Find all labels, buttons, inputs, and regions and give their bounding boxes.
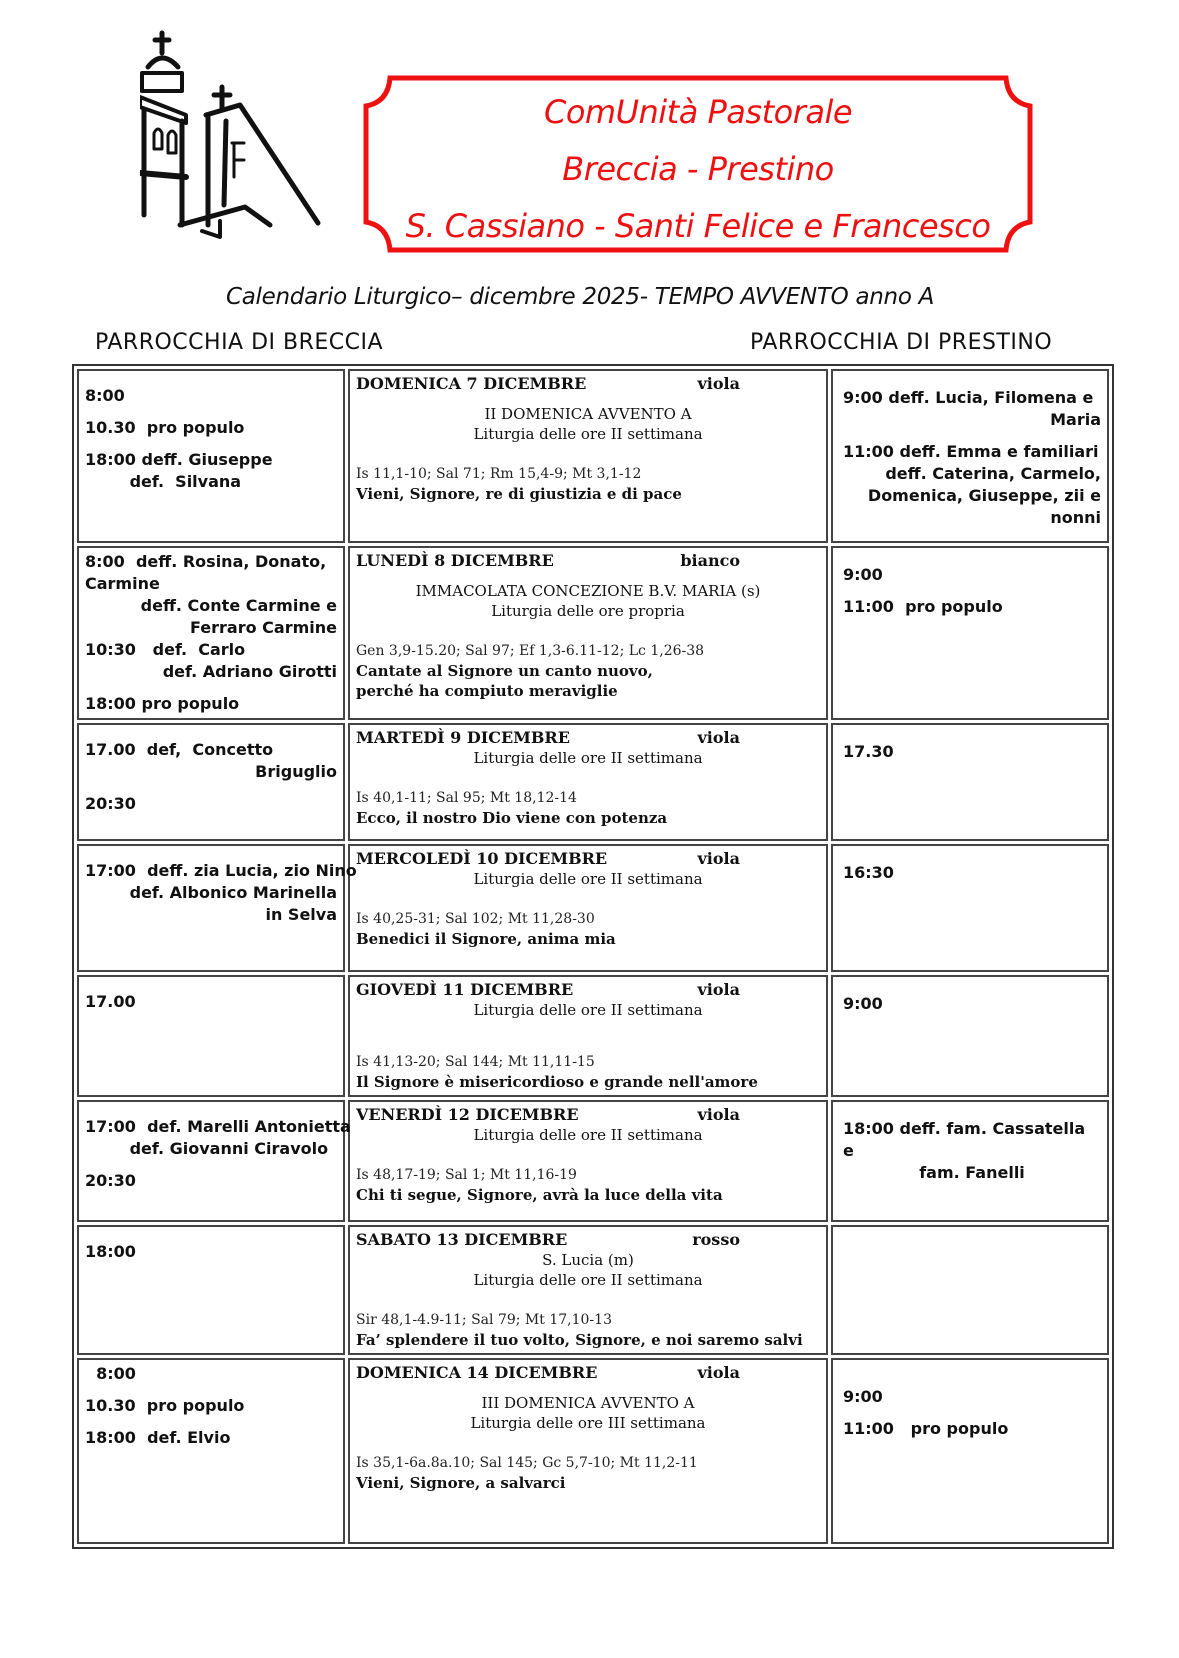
mass-line: def. Albonico Marinella [129,883,337,902]
banner-line-community: ComUnità Pastorale [543,93,853,132]
spacer [356,1383,820,1393]
mass-line: 18:00 deff. Giuseppe [85,450,273,469]
readings: Sir 48,1-4.9-11; Sal 79; Mt 17,10-13 [356,1312,612,1328]
mass-line: 11:00 pro populo [843,597,1003,616]
liturgy-cell [348,723,828,841]
day-row [77,1100,1109,1222]
readings: Is 41,13-20; Sal 144; Mt 11,11-15 [356,1054,595,1070]
spacer [85,783,337,793]
mass-line: 17:00 deff. zia Lucia, zio Nino [85,861,357,880]
mass-line: 9:00 [843,565,883,584]
day-header [356,980,820,1000]
liturgy-cell [348,975,828,1097]
mass-line: 10.30 pro populo [85,1396,245,1415]
mass-line: Maria [1050,410,1101,429]
day-header [356,849,820,869]
community-banner [362,74,1034,254]
prestino-masses-cell [831,975,1109,1097]
church-tower-icon [140,25,340,240]
spacer [85,1385,337,1395]
spacer [839,1408,1101,1418]
spacer [356,1145,820,1165]
liturgy-cell [348,546,828,720]
mass-line: 8:00 [85,386,125,405]
spacer [85,1160,337,1170]
day-row [77,1358,1109,1544]
spacer [85,407,337,417]
liturgical-color: viola [697,374,740,393]
spacer [356,571,820,581]
spacer [356,1290,820,1310]
day-name: MERCOLEDÌ 10 DICEMBRE [356,849,608,868]
mass-line: def. Giovanni Ciravolo [85,1139,329,1158]
breccia-masses-cell [77,369,345,543]
mass-line: 18:00 pro populo [85,694,240,713]
day-row [77,1225,1109,1355]
liturgy-cell [348,1225,828,1355]
liturgical-color: viola [697,1363,740,1382]
mass-line: in Selva [265,905,337,924]
prestino-masses-cell [831,1358,1109,1544]
day-row [77,975,1109,1097]
spacer [356,444,820,464]
spacer [839,1376,1101,1386]
mass-line: 20:30 [85,794,136,813]
liturgy-cell [348,1100,828,1222]
readings: Is 40,1-11; Sal 95; Mt 18,12-14 [356,790,577,806]
mass-line: 16:30 [843,863,894,882]
psalm-antiphon: Ecco, il nostro Dio viene con potenza [356,809,668,827]
mass-line: 18:00 deff. fam. Cassatella e [843,1119,1086,1160]
spacer [839,586,1101,596]
readings: Is 48,17-19; Sal 1; Mt 11,16-19 [356,1167,577,1183]
liturgical-color: viola [697,728,740,747]
mass-line: def. Silvana [85,472,242,491]
prestino-masses-cell [831,723,1109,841]
liturgy-of-hours: Liturgia delle ore II settimana [473,749,703,767]
psalm-antiphon: Fa’ splendere il tuo volto, Signore, e noi saremo salvi [356,1331,803,1349]
mass-line: 17:00 def. Marelli Antonietta [85,1117,351,1136]
feast-title: IMMACOLATA CONCEZIONE B.V. MARIA (s) [415,582,761,600]
feast-title: III DOMENICA AVVENTO A [481,1394,695,1412]
day-header [356,551,820,571]
psalm-antiphon: Il Signore è misericordioso e grande nell'amore [356,1073,758,1091]
mass-line: 17.00 def, Concetto [85,740,274,759]
mass-line: deff. Conte Carmine e [140,596,337,615]
mass-line: 10:30 def. Carlo [85,640,246,659]
spacer [839,431,1101,441]
mass-line: 8:00 [85,1364,136,1383]
breccia-masses-cell [77,1225,345,1355]
readings: Is 35,1-6a.8a.10; Sal 145; Gc 5,7-10; Mt 11,2-11 [356,1455,698,1471]
mass-line: 9:00 [843,994,883,1013]
spacer [356,1020,820,1052]
breccia-masses-cell [77,844,357,972]
mass-line: 11:00 deff. Emma e familiari [843,442,1099,461]
psalm-antiphon: Benedici il Signore, anima mia [356,930,616,948]
readings: Is 11,1-10; Sal 71; Rm 15,4-9; Mt 3,1-12 [356,466,642,482]
prestino-masses-cell [831,1225,1109,1355]
prestino-masses-cell [831,369,1109,543]
mass-line: nonni [1050,508,1101,527]
mass-line: 17.00 [85,992,136,1011]
breccia-masses-cell [77,1100,351,1222]
liturgy-of-hours: Liturgia delle ore propria [491,602,685,620]
liturgy-cell [348,1358,828,1544]
day-name: DOMENICA 14 DICEMBRE [356,1363,598,1382]
liturgical-color: viola [697,980,740,999]
day-name: LUNEDÌ 8 DICEMBRE [356,551,554,570]
liturgical-calendar-table [72,364,1114,1549]
liturgical-color: rosso [692,1230,740,1249]
liturgy-of-hours: Liturgia delle ore II settimana [473,1271,703,1289]
psalm-antiphon: perché ha compiuto meraviglie [356,682,618,700]
spacer [356,1433,820,1453]
banner-line-saints: S. Cassiano - Santi Felice e Francesco [405,206,991,245]
day-header [356,1105,820,1125]
breccia-masses-cell [77,975,345,1097]
spacer [356,394,820,404]
prestino-masses-cell [831,546,1109,720]
psalm-antiphon: Vieni, Signore, re di giustizia e di pace [356,485,682,503]
liturgy-of-hours: Liturgia delle ore II settimana [473,1001,703,1019]
day-name: VENERDÌ 12 DICEMBRE [356,1105,579,1124]
day-row [77,546,1109,720]
day-row [77,369,1109,543]
day-name: GIOVEDÌ 11 DICEMBRE [356,980,574,999]
mass-line: Carmine [85,574,160,593]
spacer [85,683,337,693]
day-row [77,723,1109,841]
mass-line: def. Adriano Girotti [162,662,337,681]
mass-line: 11:00 pro populo [843,1419,1009,1438]
mass-line: 17.30 [843,742,894,761]
church-logo [140,25,340,240]
liturgical-color: viola [697,1105,740,1124]
mass-line: Ferraro Carmine [190,618,337,637]
prestino-masses-cell [831,1100,1109,1222]
readings: Is 40,25-31; Sal 102; Mt 11,28-30 [356,911,595,927]
day-name: SABATO 13 DICEMBRE [356,1230,568,1249]
spacer [85,439,337,449]
spacer [356,768,820,788]
psalm-antiphon: Cantate al Signore un canto nuovo, [356,662,653,680]
spacer [356,621,820,641]
mass-line: 18:00 def. Elvio [85,1428,231,1447]
psalm-antiphon: Chi ti segue, Signore, avrà la luce della vita [356,1186,723,1204]
day-header [356,374,820,394]
mass-line: 8:00 deff. Rosina, Donato, [85,552,327,571]
day-row [77,844,1109,972]
day-header [356,1363,820,1383]
breccia-masses-cell [77,723,345,841]
liturgy-of-hours: Liturgia delle ore II settimana [473,425,703,443]
mass-line: 18:00 [85,1242,136,1261]
parish-breccia-label: PARROCCHIA DI BRECCIA [95,330,384,355]
feast-title: II DOMENICA AVVENTO A [484,405,692,423]
breccia-masses-cell [77,1358,345,1544]
spacer [356,889,820,909]
liturgy-of-hours: Liturgia delle ore II settimana [473,870,703,888]
spacer [85,1417,337,1427]
day-header [356,1230,820,1250]
day-header [356,728,820,748]
mass-line: Domenica, Giuseppe, zii e [867,486,1101,505]
day-name: MARTEDÌ 9 DICEMBRE [356,728,570,747]
mass-line: 20:30 [85,1171,136,1190]
parish-prestino-label: PARROCCHIA DI PRESTINO [750,330,1053,355]
liturgy-cell [348,369,828,543]
liturgy-of-hours: Liturgia delle ore III settimana [470,1414,706,1432]
psalm-antiphon: Vieni, Signore, a salvarci [356,1474,566,1492]
readings: Gen 3,9-15.20; Sal 97; Ef 1,3-6.11-12; Lc 1,26-38 [356,643,705,659]
day-name: DOMENICA 7 DICEMBRE [356,374,587,393]
banner-line-parishes: Breccia - Prestino [562,149,834,188]
breccia-masses-cell [77,546,345,720]
mass-line: 9:00 deff. Lucia, Filomena e [843,388,1094,407]
mass-line: Briguglio [255,762,337,781]
liturgy-of-hours: Liturgia delle ore II settimana [473,1126,703,1144]
prestino-masses-cell [831,844,1109,972]
mass-line: 10.30 pro populo [85,418,245,437]
mass-line: deff. Caterina, Carmelo, [885,464,1101,483]
feast-title: S. Lucia (m) [542,1251,634,1269]
mass-line: fam. Fanelli [919,1163,1025,1182]
mass-line: 9:00 [843,1387,883,1406]
liturgical-color: bianco [680,551,740,570]
calendar-title: Calendario Liturgico– dicembre 2025- TEMPO AVVENTO anno A [226,284,935,310]
liturgy-cell [348,844,828,972]
liturgical-color: viola [697,849,740,868]
